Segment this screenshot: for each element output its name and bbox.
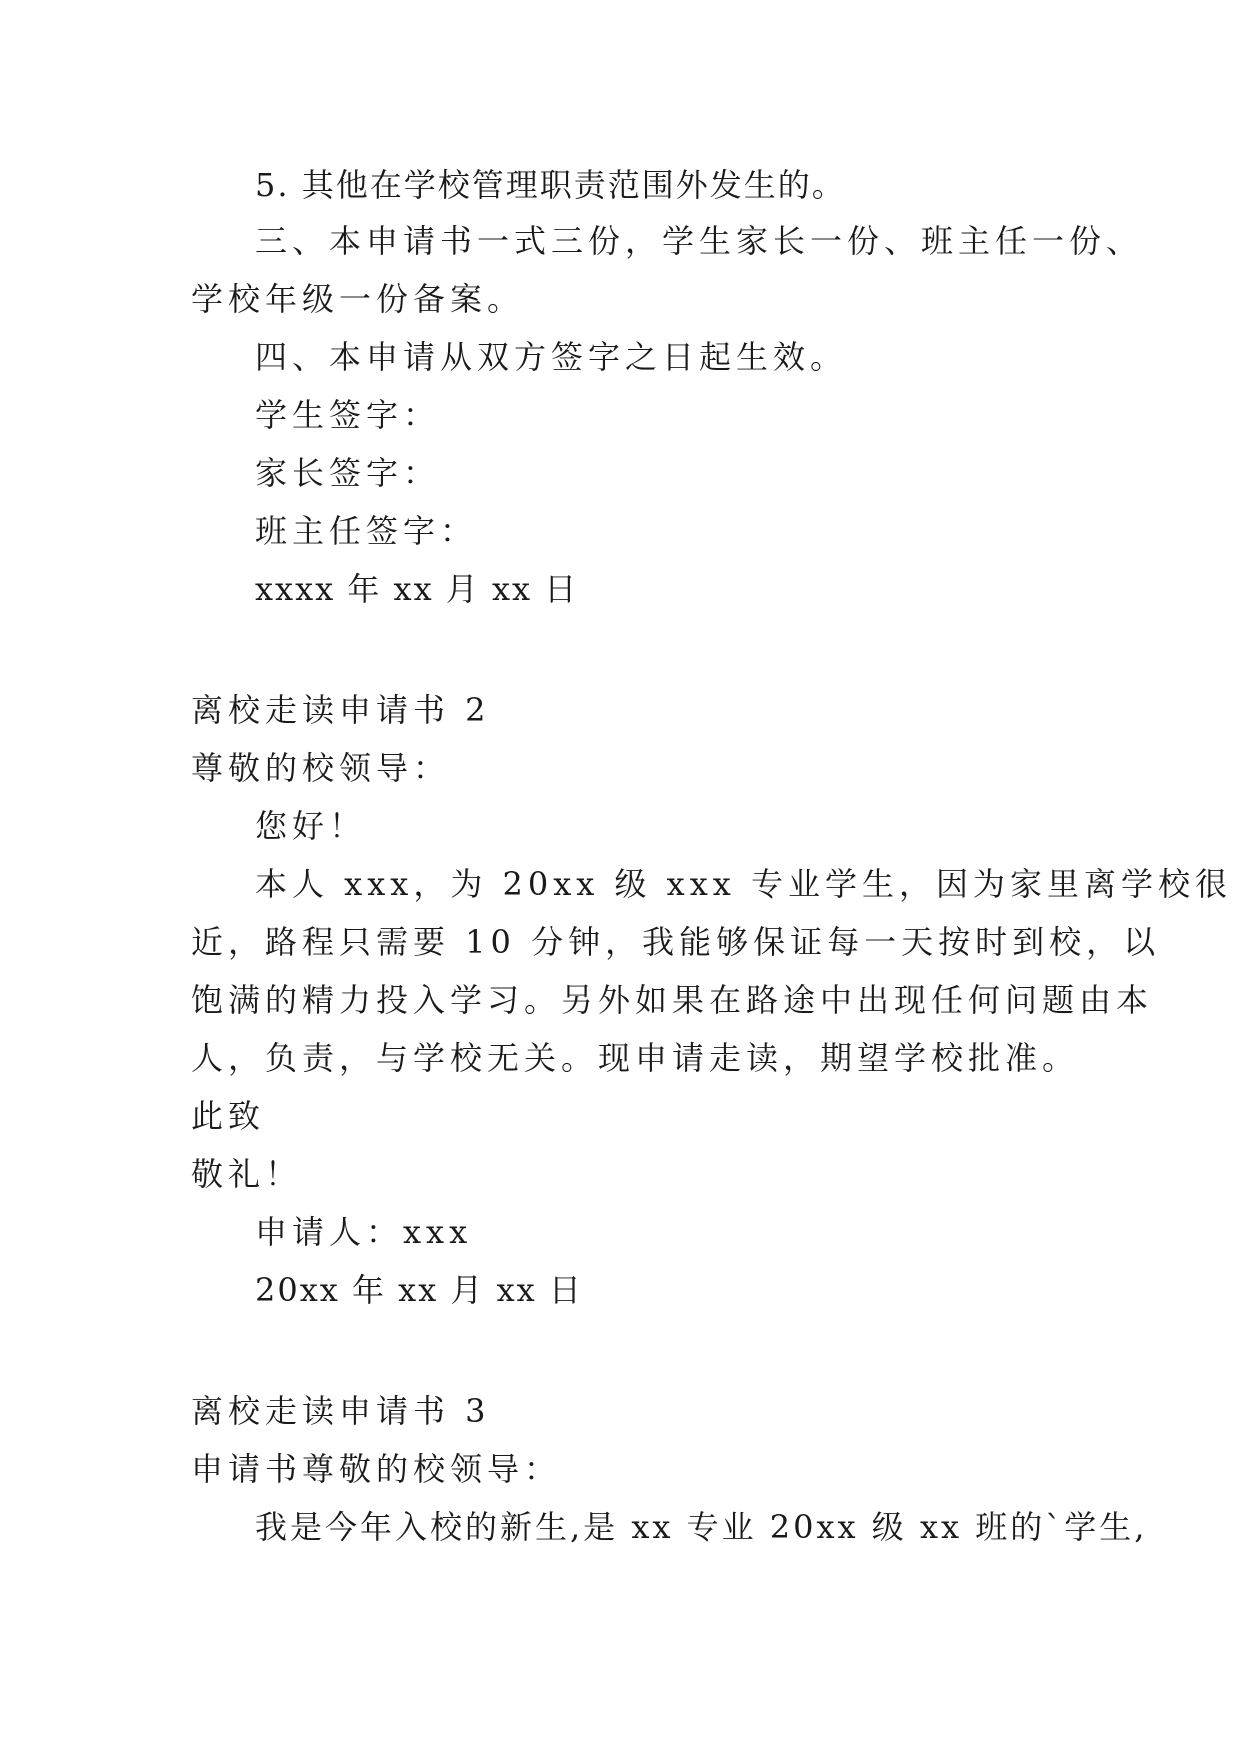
teacher-signature-label: 班主任签字： bbox=[255, 512, 478, 550]
section-2-salutation: 尊敬的校领导： bbox=[191, 749, 451, 787]
section-2-body-line-4: 人，负责，与学校无关。现申请走读，期望学校批准。 bbox=[191, 1039, 1080, 1077]
section-2-closing-2: 敬礼！ bbox=[191, 1155, 303, 1193]
parent-signature-label: 家长签字： bbox=[255, 454, 441, 492]
section-2-date: 20xx 年 xx 月 xx 日 bbox=[255, 1271, 583, 1309]
section-2-body-line-1: 本人 xxx，为 20xx 级 xxx 专业学生，因为家里离学校很 bbox=[255, 865, 1232, 903]
section-2-closing-1: 此致 bbox=[191, 1097, 266, 1135]
student-signature-label: 学生签字： bbox=[255, 396, 441, 434]
section-2-applicant: 申请人：xxx bbox=[255, 1213, 473, 1251]
section-2-body-line-3: 饱满的精力投入学习。另外如果在路途中出现任何问题由本 bbox=[191, 981, 1154, 1019]
section-2-title: 离校走读申请书 2 bbox=[191, 691, 491, 729]
section-1-date: xxxx 年 xx 月 xx 日 bbox=[255, 570, 579, 608]
section-3-title: 离校走读申请书 3 bbox=[191, 1392, 491, 1430]
clause-3-line-2: 学校年级一份备案。 bbox=[191, 280, 525, 318]
clause-item-5: 5. 其他在学校管理职责范围外发生的。 bbox=[255, 166, 846, 204]
section-3-salutation: 申请书尊敬的校领导： bbox=[191, 1450, 562, 1488]
section-2-body-line-2: 近，路程只需要 10 分钟，我能够保证每一天按时到校，以 bbox=[191, 923, 1161, 961]
clause-3-line-1: 三、本申请书一式三份，学生家长一份、班主任一份、 bbox=[255, 222, 1144, 260]
clause-4: 四、本申请从双方签字之日起生效。 bbox=[255, 338, 848, 376]
section-2-greeting: 您好！ bbox=[255, 807, 367, 845]
section-3-body-line-1: 我是今年入校的新生,是 xx 专业 20xx 级 xx 班的`学生, bbox=[255, 1508, 1148, 1546]
